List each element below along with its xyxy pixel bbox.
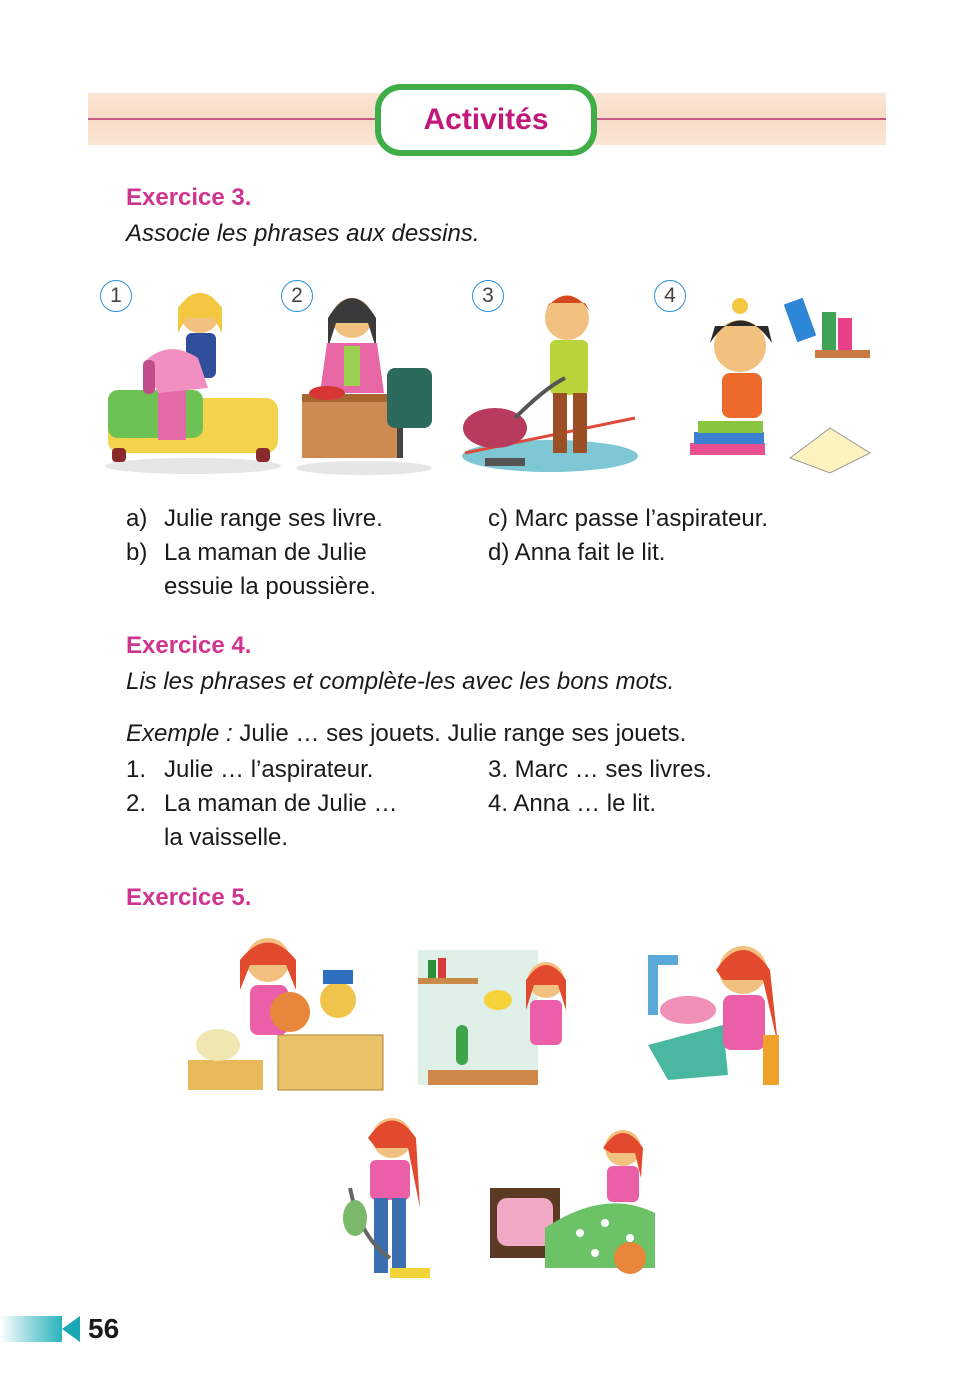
example-label: Exemple : [126,720,233,747]
exercise-3-title: Exercice 3. [126,184,252,211]
boy-vacuuming-illustration [455,278,640,478]
item-4-text: 4. Anna … le lit. [488,790,657,817]
girl-vacuuming-illustration [330,1108,448,1288]
girl-making-bed-illustration [98,278,283,478]
option-d-text: d) Anna fait le lit. [488,539,666,566]
item-2-text-line1: La maman de Julie … [164,790,398,817]
girl-making-bed-illustration [485,1118,665,1283]
exercise-3-instruction: Associe les phrases aux dessins. [126,220,480,247]
option-b-text-line2: essuie la poussière. [164,573,377,600]
exercise-4-title: Exercice 4. [126,632,252,659]
section-title: Activités [423,103,549,136]
option-b-text-line1: La maman de Julie [164,539,367,566]
girl-with-books-illustration [680,278,875,478]
example-line [126,720,686,748]
item-2-text-line2: la vaisselle. [164,824,289,851]
picture-number-badge: 4 [654,280,686,312]
page-number-arrow-icon [62,1316,80,1342]
option-b-label: b) [126,539,148,566]
girl-washing-dishes-illustration [628,925,816,1093]
example-text: Julie … ses jouets. Julie range ses jouets. [232,720,687,747]
girl-dusting-shelf-illustration [418,930,580,1085]
girl-tidying-toys-illustration [178,930,388,1092]
mother-dusting-illustration [292,278,437,478]
item-2-label: 2. [126,790,147,817]
item-1-text: Julie … l’aspirateur. [164,756,374,783]
exercise-4-instruction: Lis les phrases et complète-les avec les bons mots. [126,668,675,695]
section-title-pill [375,84,597,156]
picture-number-badge: 2 [281,280,313,312]
option-a-text: Julie range ses livre. [164,505,383,532]
item-3-text: 3. Marc … ses livres. [488,756,713,783]
page-number-bar [0,1316,62,1342]
exercise-5-title: Exercice 5. [126,884,252,911]
page-number: 56 [88,1313,120,1344]
option-c-text: c) Marc passe l’aspirateur. [488,505,769,532]
item-1-label: 1. [126,756,147,783]
option-a-label: a) [126,505,148,532]
picture-number-badge: 3 [472,280,504,312]
picture-number-badge: 1 [100,280,132,312]
